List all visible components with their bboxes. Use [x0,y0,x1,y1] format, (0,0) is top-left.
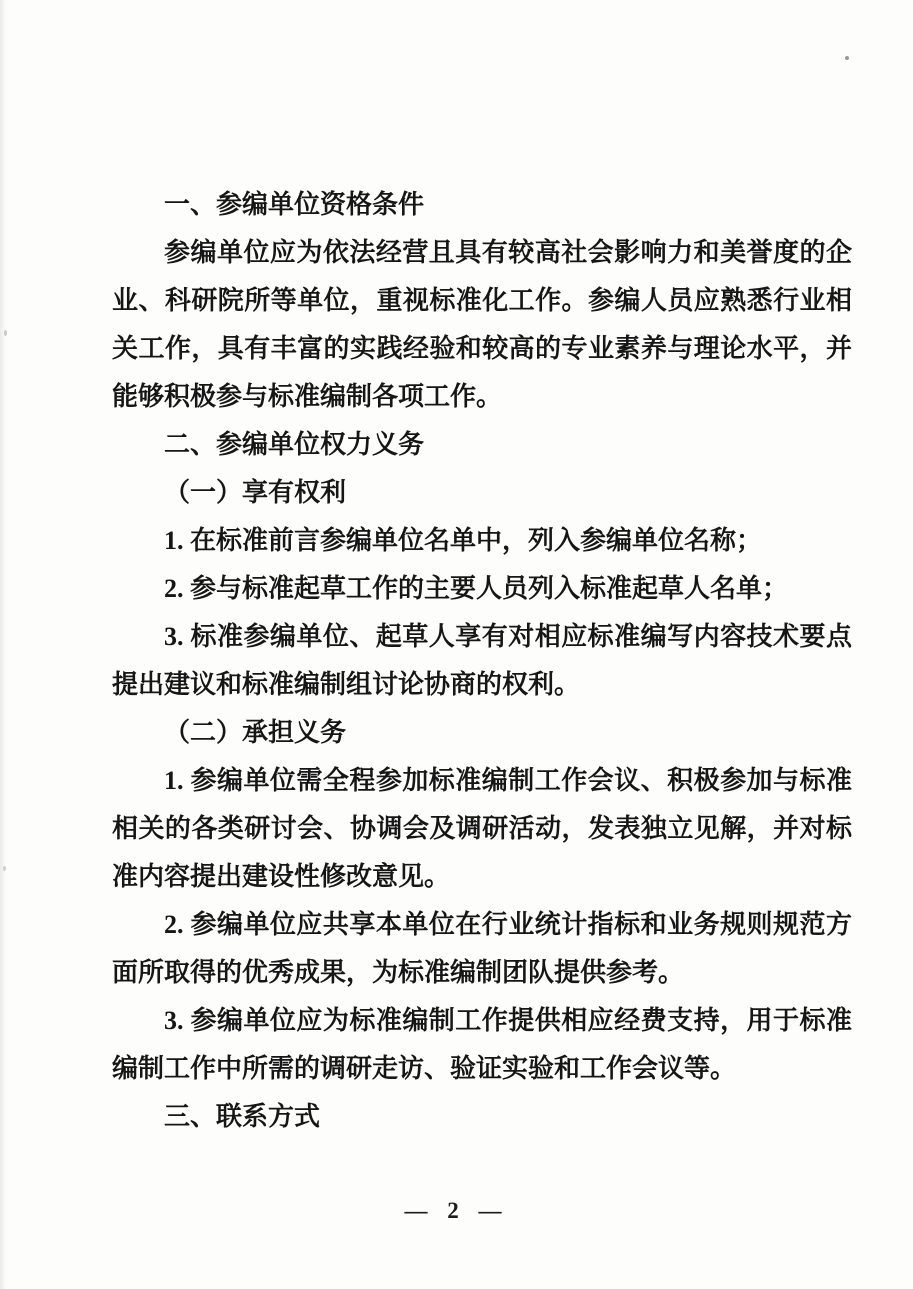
scan-speck [4,330,7,336]
list-item: 2. 参编单位应共享本单位在行业统计指标和业务规则规范方面所取得的优秀成果，为标准编制团队提供参考。 [112,910,852,987]
scan-speck [845,56,849,60]
subsection-heading: （二）承担义务 [164,718,347,747]
list-item: 3. 标准参编单位、起草人享有对相应标准编写内容技术要点提出建议和标准编制组讨论协商的权利。 [112,622,852,699]
list-item: 1. 参编单位需全程参加标准编制工作会议、积极参加与标准相关的各类研讨会、协调会及调研活动，发表独立见解，并对标准内容提出建设性修改意见。 [112,766,852,891]
document-body [112,181,852,1141]
section-heading-3: 三、联系方式 [164,1102,321,1131]
list-item: 1. 在标准前言参编单位名单中，列入参编单位名称； [164,526,763,555]
list-item: 3. 参编单位应为标准编制工作提供相应经费支持，用于标准编制工作中所需的调研走访、验证实验和工作会议等。 [112,1006,852,1083]
section-heading-2: 二、参编单位权力义务 [164,430,425,459]
scan-speck [3,866,6,871]
subsection-heading: （一）享有权利 [164,478,347,507]
scan-edge-artifact [0,0,6,1289]
paragraph: 参编单位应为依法经营且具有较高社会影响力和美誉度的企业、科研院所等单位，重视标准化工作。参编人员应熟悉行业相关工作，具有丰富的实践经验和较高的专业素养与理论水平，并能够积极参与标准编制各项工作。 [112,238,852,411]
page-number: — 2 — [404,1198,509,1223]
list-item: 2. 参与标准起草工作的主要人员列入标准起草人名单； [164,574,789,603]
section-heading-1: 一、参编单位资格条件 [164,190,425,219]
